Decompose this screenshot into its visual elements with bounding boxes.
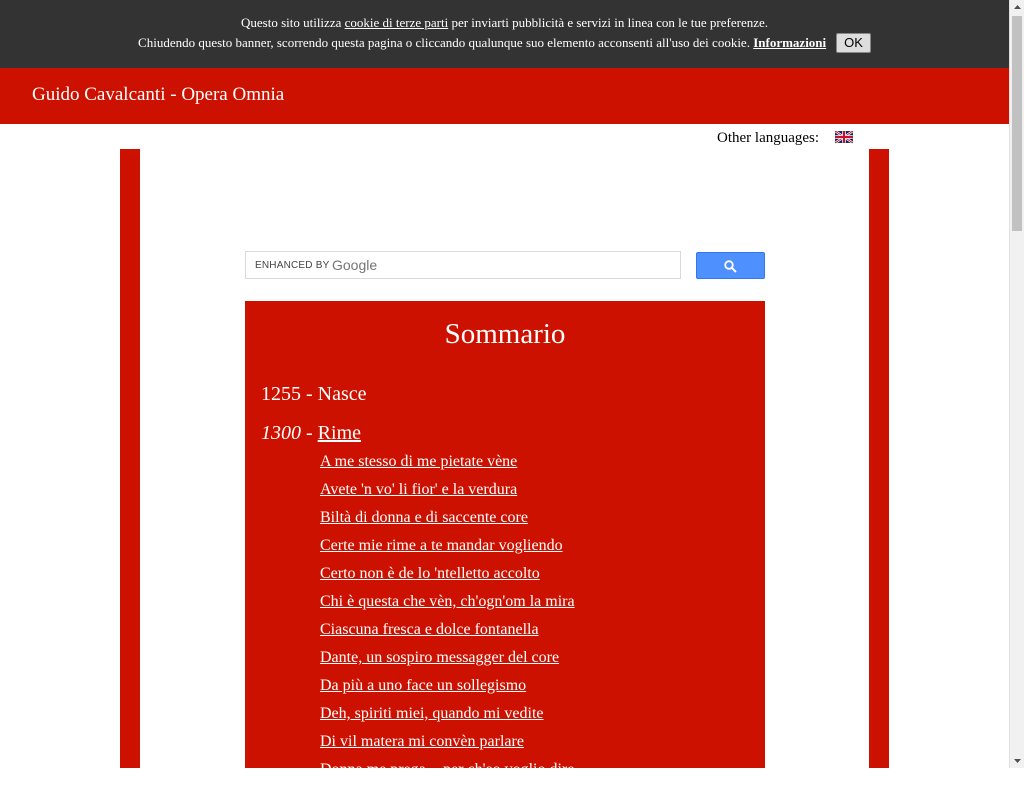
list-item [320, 702, 575, 730]
event-year: 1300 [261, 422, 301, 444]
search-button[interactable] [696, 252, 765, 279]
site-title[interactable]: Guido Cavalcanti - Opera Omnia [32, 84, 285, 105]
event-year: 1255 [261, 383, 301, 405]
list-item [320, 674, 575, 702]
event-label: Nasce [317, 383, 367, 405]
google-watermark: Google [332, 257, 378, 273]
poem-link[interactable]: Certo non è de lo 'ntelletto accolto [320, 565, 540, 582]
scrollbar-thumb[interactable] [1012, 16, 1022, 231]
poem-link[interactable]: Chi è questa che vèn, ch'ogn'om la mira [320, 593, 575, 610]
summary-title: Sommario [444, 318, 566, 350]
list-item [320, 758, 575, 786]
cookie-banner-line1 [0, 15, 1009, 31]
list-item [320, 562, 575, 590]
cookie-banner-line2 [0, 34, 1009, 54]
cookie-banner [0, 0, 1009, 68]
poem-list [320, 450, 575, 786]
vertical-scrollbar[interactable] [1009, 0, 1024, 768]
poem-link[interactable]: Biltà di donna e di saccente core [320, 509, 528, 526]
search-input[interactable] [245, 251, 681, 279]
poem-link[interactable]: Avete 'n vo' li fior' e la verdura [320, 481, 518, 498]
list-item [320, 534, 575, 562]
rime-link[interactable]: Rime [317, 422, 362, 444]
cookie-ok-button[interactable]: OK [836, 33, 871, 53]
event-separator: - [301, 422, 318, 444]
other-languages-label: Other languages: [717, 130, 820, 146]
event-birth [261, 382, 367, 406]
list-item [320, 506, 575, 534]
list-item [320, 730, 575, 758]
scroll-down-arrow-icon[interactable] [1010, 753, 1025, 768]
list-item [320, 618, 575, 646]
left-red-border [120, 149, 140, 768]
poem-link[interactable]: Donna me prega, - per ch'eo voglio dire [320, 761, 575, 778]
uk-flag-icon[interactable] [835, 131, 853, 143]
cookie-info-link[interactable]: Informazioni [753, 34, 827, 50]
event-rime [261, 421, 361, 445]
poem-link[interactable]: Di vil matera mi convèn parlare [320, 733, 524, 750]
list-item [320, 450, 575, 478]
poem-link[interactable]: A me stesso di me pietate vène [320, 453, 518, 470]
site-header [0, 68, 1009, 124]
list-item [320, 646, 575, 674]
cookie-consent-text: Chiudendo questo banner, scorrendo questa pagina o cliccando qualunque suo elemento acconsenti all'uso dei cookie. [138, 34, 754, 50]
cookie-text-after: per inviarti pubblicità e servizi in linea con le tue preferenze. [448, 15, 769, 30]
event-separator: - [301, 383, 318, 405]
list-item [320, 478, 575, 506]
list-item [320, 590, 575, 618]
third-party-cookies-link[interactable]: cookie di terze parti [344, 15, 449, 30]
poem-link[interactable]: Dante, un sospiro messagger del core [320, 649, 560, 666]
summary-panel [245, 301, 765, 778]
cookie-text-before: Questo sito utilizza [240, 15, 345, 30]
enhanced-by-label: ENHANCED BY [255, 260, 330, 271]
poem-link[interactable]: Deh, spiriti miei, quando mi vedite [320, 705, 544, 722]
search-icon [724, 260, 737, 273]
poem-link[interactable]: Ciascuna fresca e dolce fontanella [320, 621, 539, 638]
poem-link[interactable]: Certe mie rime a te mandar vogliendo [320, 537, 563, 554]
poem-link[interactable]: Da più a uno face un sollegismo [320, 677, 527, 694]
scroll-up-arrow-icon[interactable] [1010, 0, 1025, 15]
right-red-border [869, 149, 889, 768]
